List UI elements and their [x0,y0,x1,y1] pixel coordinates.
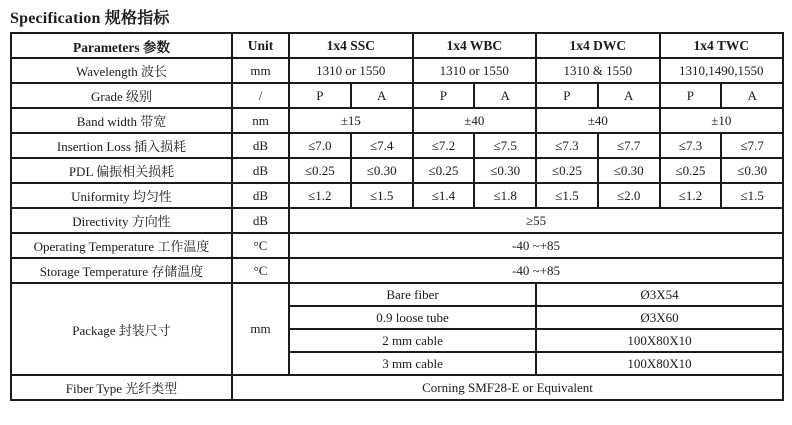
row-storage-temperature [11,258,783,283]
value-cell: ≤1.5 [536,183,598,208]
param-label: Storage Temperature 存储温度 [11,258,232,283]
param-label: Uniformity 均匀性 [11,183,232,208]
value-cell: ≤7.7 [721,133,783,158]
param-label: Band width 带宽 [11,108,232,133]
value-cell: ≤7.2 [413,133,475,158]
value-cell: ≤7.3 [536,133,598,158]
value-cell: Corning SMF28-E or Equivalent [232,375,783,400]
package-size-cell: 100X80X10 [536,352,783,375]
value-cell: ≤7.7 [598,133,660,158]
value-cell: ≤1.5 [721,183,783,208]
param-label: Grade 级别 [11,83,232,108]
unit-cell: mm [232,283,289,375]
value-cell: 1310 or 1550 [289,58,413,83]
unit-cell: dB [232,183,289,208]
param-label: Directivity 方向性 [11,208,232,233]
value-cell: A [351,83,413,108]
param-label: Fiber Type 光纤类型 [11,375,232,400]
unit-cell: dB [232,158,289,183]
value-cell: ≤0.25 [536,158,598,183]
package-size-cell: Ø3X60 [536,306,783,329]
row-fiber-type [11,375,783,400]
unit-cell: / [232,83,289,108]
value-cell: ±15 [289,108,413,133]
param-label: Wavelength 波长 [11,58,232,83]
value-cell: A [721,83,783,108]
value-cell: P [660,83,722,108]
value-cell: -40 ~+85 [289,258,783,283]
col-header-product-ssc: 1x4 SSC [289,33,413,58]
specification-table [10,32,784,401]
value-cell: ≤1.2 [660,183,722,208]
value-cell: ≤2.0 [598,183,660,208]
value-cell: A [598,83,660,108]
page-title: Specification 规格指标 [10,10,170,27]
param-label: Operating Temperature 工作温度 [11,233,232,258]
row-bandwidth [11,108,783,133]
unit-cell: dB [232,133,289,158]
value-cell: ≤1.4 [413,183,475,208]
value-cell: ≥55 [289,208,783,233]
value-cell: ≤0.30 [721,158,783,183]
package-name-cell: 2 mm cable [289,329,536,352]
value-cell: P [413,83,475,108]
value-cell: 1310 or 1550 [413,58,537,83]
unit-cell: nm [232,108,289,133]
value-cell: A [474,83,536,108]
value-cell: ≤0.30 [351,158,413,183]
row-grade [11,83,783,108]
row-operating-temperature [11,233,783,258]
param-label: Package 封装尺寸 [11,283,232,375]
unit-cell: mm [232,58,289,83]
row-directivity [11,208,783,233]
unit-cell: °C [232,258,289,283]
value-cell: ±40 [413,108,537,133]
value-cell: 1310,1490,1550 [660,58,784,83]
value-cell: ±40 [536,108,660,133]
col-header-product-twc: 1x4 TWC [660,33,784,58]
col-header-unit: Unit [232,33,289,58]
value-cell: ≤0.25 [660,158,722,183]
value-cell: ≤0.25 [413,158,475,183]
value-cell: ≤0.25 [289,158,351,183]
value-cell: ≤7.0 [289,133,351,158]
value-cell: 1310 & 1550 [536,58,660,83]
value-cell: ≤1.8 [474,183,536,208]
value-cell: ≤7.4 [351,133,413,158]
table-header-row [11,33,783,58]
value-cell: P [536,83,598,108]
value-cell: -40 ~+85 [289,233,783,258]
value-cell: P [289,83,351,108]
value-cell: ≤0.30 [474,158,536,183]
row-package-bare-fiber [11,283,783,306]
value-cell: ≤1.5 [351,183,413,208]
value-cell: ≤7.5 [474,133,536,158]
package-size-cell: Ø3X54 [536,283,783,306]
row-pdl [11,158,783,183]
unit-cell: °C [232,233,289,258]
col-header-product-dwc: 1x4 DWC [536,33,660,58]
col-header-parameters: Parameters 参数 [11,33,232,58]
package-size-cell: 100X80X10 [536,329,783,352]
value-cell: ≤7.3 [660,133,722,158]
row-uniformity [11,183,783,208]
param-label: Insertion Loss 插入损耗 [11,133,232,158]
row-wavelength [11,58,783,83]
unit-cell: dB [232,208,289,233]
package-name-cell: Bare fiber [289,283,536,306]
col-header-product-wbc: 1x4 WBC [413,33,537,58]
value-cell: ±10 [660,108,784,133]
value-cell: ≤0.30 [598,158,660,183]
package-name-cell: 3 mm cable [289,352,536,375]
value-cell: ≤1.2 [289,183,351,208]
package-name-cell: 0.9 loose tube [289,306,536,329]
row-insertion-loss [11,133,783,158]
param-label: PDL 偏振相关损耗 [11,158,232,183]
